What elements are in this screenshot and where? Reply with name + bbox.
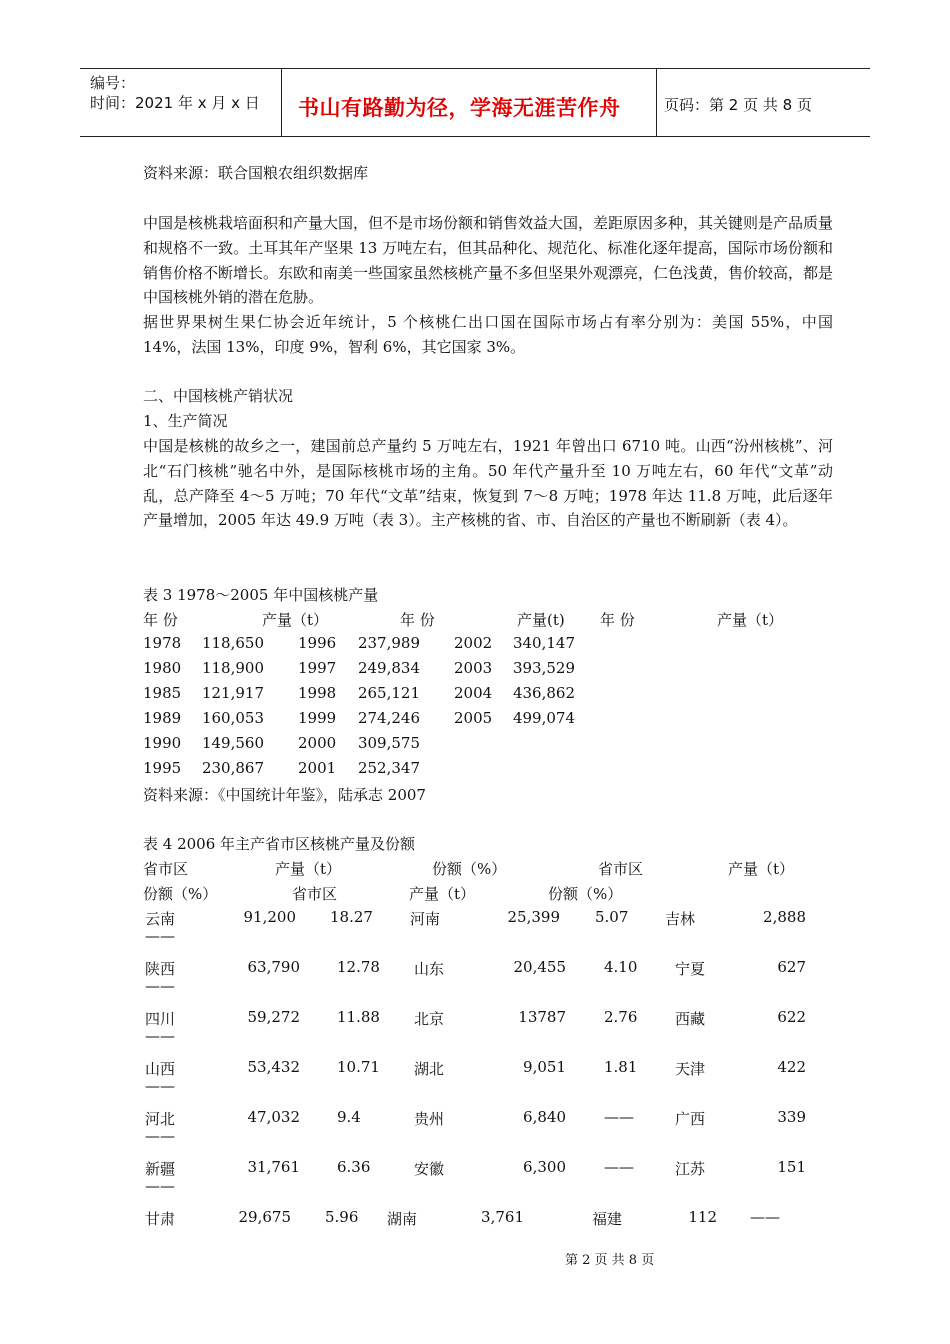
table3-source: 资料来源：《中国统计年鉴》，陆承志 2007 bbox=[143, 786, 426, 804]
table4-cell: 四川 bbox=[145, 1010, 176, 1028]
table4-cell: 59,272 bbox=[247, 1008, 300, 1026]
table4-cell: 25,399 bbox=[507, 908, 560, 926]
table4-cell: 北京 bbox=[414, 1010, 445, 1028]
table4-cell: 151 bbox=[777, 1158, 806, 1176]
table4-cell: 云南 bbox=[145, 910, 176, 928]
table4-cell: 53,432 bbox=[247, 1058, 300, 1076]
paragraph-market: 中国是核桃栽培面积和产量大国，但不是市场份额和销售效益大国，差距原因多种，其关键则是产品质量和规格不一致。土耳其年产坚果 13 万吨左右，但其品种化、规范化、标准化逐年提高，国际市场份额和销售价格不断增长。东欧和南美一些国家虽然核桃产量不多但坚果外观漂亮，仁色浅黄，售价较高，都是中国核桃外销的潜在危胁。 bbox=[143, 214, 834, 307]
table3-cell: 499,074 bbox=[512, 709, 575, 727]
table4-cell: —— bbox=[145, 1177, 175, 1195]
table3-cell: 118,900 bbox=[201, 659, 264, 677]
table3-cell: 1980 bbox=[143, 659, 182, 677]
table3-cell: 2002 bbox=[454, 634, 493, 652]
table3-cell: 2003 bbox=[454, 659, 493, 677]
table4-cell: 吉林 bbox=[665, 910, 696, 928]
table4-cell: 622 bbox=[777, 1008, 806, 1026]
table3-header: 产量(t) bbox=[517, 611, 565, 629]
table4-cell: 宁夏 bbox=[675, 960, 706, 978]
table3-cell: 149,560 bbox=[201, 734, 264, 752]
table4-cell: 河北 bbox=[145, 1110, 176, 1128]
table4-cell: 5.96 bbox=[325, 1208, 359, 1226]
table4-cell: 112 bbox=[688, 1208, 717, 1226]
table4-cell: 山西 bbox=[145, 1060, 176, 1078]
table3-cell: 1999 bbox=[298, 709, 337, 727]
table4-cell: 12.78 bbox=[337, 958, 380, 976]
header-page-label: 页码：第 2 页 共 8 页 bbox=[664, 96, 812, 114]
table3-cell: 1989 bbox=[143, 709, 182, 727]
table3-cell: 237,989 bbox=[357, 634, 420, 652]
table4-cell: 29,675 bbox=[238, 1208, 291, 1226]
table4-cell: 6,300 bbox=[523, 1158, 566, 1176]
header-time-label: 时间：2021 年 x 月 x 日 bbox=[90, 94, 260, 112]
table3-cell: 1998 bbox=[298, 684, 337, 702]
header-bottom-rule bbox=[80, 136, 870, 137]
table3-cell: 309,575 bbox=[357, 734, 420, 752]
table3-cell: 1985 bbox=[143, 684, 182, 702]
table4-header-cell: 产量（t） bbox=[728, 860, 795, 878]
table4-cell: 安徽 bbox=[414, 1160, 445, 1178]
table4-cell: 湖北 bbox=[414, 1060, 445, 1078]
table3-cell: 121,917 bbox=[201, 684, 264, 702]
table3-header: 年 份 bbox=[143, 611, 178, 629]
table4-header-cell: 省市区 bbox=[143, 860, 189, 878]
table3-cell: 2000 bbox=[298, 734, 337, 752]
table3-cell: 2005 bbox=[454, 709, 493, 727]
table4-cell: 11.88 bbox=[337, 1008, 380, 1026]
table3-cell: 274,246 bbox=[357, 709, 420, 727]
table4-cell: 西藏 bbox=[675, 1010, 706, 1028]
table4-title: 表 4 2006 年主产省市区核桃产量及份额 bbox=[143, 835, 416, 853]
table3-cell: 252,347 bbox=[357, 759, 420, 777]
table4-cell: 10.71 bbox=[337, 1058, 380, 1076]
table3-title: 表 3 1978～2005 年中国核桃产量 bbox=[143, 586, 379, 604]
table4-cell: 湖南 bbox=[387, 1210, 418, 1228]
table4-cell: 5.07 bbox=[595, 908, 629, 926]
table3-cell: 2004 bbox=[454, 684, 493, 702]
table4-cell: 6.36 bbox=[337, 1158, 371, 1176]
table4-cell: 9.4 bbox=[337, 1108, 361, 1126]
table4-cell: 31,761 bbox=[247, 1158, 300, 1176]
table4-cell: 河南 bbox=[410, 910, 441, 928]
table4-cell: 福建 bbox=[592, 1210, 623, 1228]
table4-cell: 甘肃 bbox=[145, 1210, 176, 1228]
table4-cell: 2,888 bbox=[763, 908, 806, 926]
header-divider bbox=[656, 68, 657, 136]
source-note: 资料来源：联合国粮农组织数据库 bbox=[143, 164, 369, 182]
table3-header: 产量（t） bbox=[717, 611, 784, 629]
table3-cell: 1996 bbox=[298, 634, 337, 652]
table4-cell: —— bbox=[145, 927, 175, 945]
table3-header: 年 份 bbox=[600, 611, 635, 629]
table4-header-cell: 产量（t） bbox=[409, 885, 476, 903]
subsection-title: 1、生产简况 bbox=[143, 412, 228, 430]
table4-cell: —— bbox=[604, 1108, 634, 1126]
table4-cell: 天津 bbox=[675, 1060, 706, 1078]
table4-cell: 47,032 bbox=[247, 1108, 300, 1126]
table4-cell: 3,761 bbox=[481, 1208, 524, 1226]
table3-header: 年 份 bbox=[400, 611, 435, 629]
table4-header-cell: 份额（%） bbox=[143, 885, 218, 903]
table3-cell: 1978 bbox=[143, 634, 182, 652]
table4-cell: 贵州 bbox=[414, 1110, 445, 1128]
table4-cell: 63,790 bbox=[247, 958, 300, 976]
table4-cell: 新疆 bbox=[145, 1160, 176, 1178]
table4-cell: 422 bbox=[777, 1058, 806, 1076]
header-divider bbox=[281, 68, 282, 136]
table3-cell: 230,867 bbox=[201, 759, 264, 777]
table3-cell: 249,834 bbox=[357, 659, 420, 677]
table3-cell: 2001 bbox=[298, 759, 337, 777]
section-title: 二、中国核桃产销状况 bbox=[143, 387, 294, 405]
table4-cell: 陕西 bbox=[145, 960, 176, 978]
table4-cell: —— bbox=[145, 1077, 175, 1095]
table3-cell: 1990 bbox=[143, 734, 182, 752]
table3-cell: 265,121 bbox=[357, 684, 420, 702]
table3-header: 产量（t） bbox=[262, 611, 329, 629]
table4-cell: —— bbox=[145, 1027, 175, 1045]
table4-header-cell: 产量（t） bbox=[275, 860, 342, 878]
table4-cell: 4.10 bbox=[604, 958, 638, 976]
table3-cell: 160,053 bbox=[201, 709, 264, 727]
header-number-label: 编号： bbox=[90, 74, 136, 92]
header-top-rule bbox=[80, 68, 870, 69]
table4-cell: 2.76 bbox=[604, 1008, 638, 1026]
table4-header-cell: 省市区 bbox=[292, 885, 338, 903]
table4-cell: 627 bbox=[777, 958, 806, 976]
table3-cell: 340,147 bbox=[512, 634, 575, 652]
table4-cell: 9,051 bbox=[523, 1058, 566, 1076]
page-footer: 第 2 页 共 8 页 bbox=[565, 1253, 655, 1268]
table4-cell: 山东 bbox=[414, 960, 445, 978]
table4-header-cell: 份额（%） bbox=[432, 860, 507, 878]
table3-cell: 1995 bbox=[143, 759, 182, 777]
table4-header-cell: 份额（%） bbox=[548, 885, 623, 903]
table4-cell: 91,200 bbox=[243, 908, 296, 926]
table3-cell: 393,529 bbox=[512, 659, 575, 677]
table4-cell: —— bbox=[604, 1158, 634, 1176]
header-motto: 书山有路勤为径，学海无涯苦作舟 bbox=[298, 96, 621, 120]
table3-cell: 436,862 bbox=[512, 684, 575, 702]
table4-header-cell: 省市区 bbox=[598, 860, 644, 878]
table4-cell: —— bbox=[145, 977, 175, 995]
table4-cell: 广西 bbox=[675, 1110, 706, 1128]
table4-cell: 江苏 bbox=[675, 1160, 706, 1178]
table3-cell: 118,650 bbox=[201, 634, 264, 652]
table4-cell: —— bbox=[145, 1127, 175, 1145]
table4-cell: 20,455 bbox=[513, 958, 566, 976]
paragraph-share: 据世界果树生果仁协会近年统计，5 个核桃仁出口国在国际市场占有率分别为：美国 55%，中国 14%，法国 13%，印度 9%，智利 6%，其它国家 3%。 bbox=[143, 313, 833, 356]
table4-cell: 1.81 bbox=[604, 1058, 638, 1076]
table4-cell: 339 bbox=[777, 1108, 806, 1126]
paragraph-production: 中国是核桃的故乡之一，建国前总产量约 5 万吨左右，1921 年曾出口 6710 吨。山西“汾州核桃”、河北“石门核桃”驰名中外，是国际核桃市场的主角。50 年代产量升至 10 万吨左右，60 年代“文革”动乱，总产降至 4～5 万吨；70 年代“文革”结束，恢复到 7～8 万吨；1978 年达 11.8 万吨，此后逐年产量增加，2005 年达 49.9 万吨（表 3）。主产核桃的省、市、自治区的产量也不断刷新（表 4）。 bbox=[143, 437, 833, 530]
table3-cell: 1997 bbox=[298, 659, 337, 677]
table4-cell: —— bbox=[750, 1208, 780, 1226]
table4-cell: 13787 bbox=[518, 1008, 566, 1026]
table4-cell: 6,840 bbox=[523, 1108, 566, 1126]
table4-cell: 18.27 bbox=[330, 908, 373, 926]
